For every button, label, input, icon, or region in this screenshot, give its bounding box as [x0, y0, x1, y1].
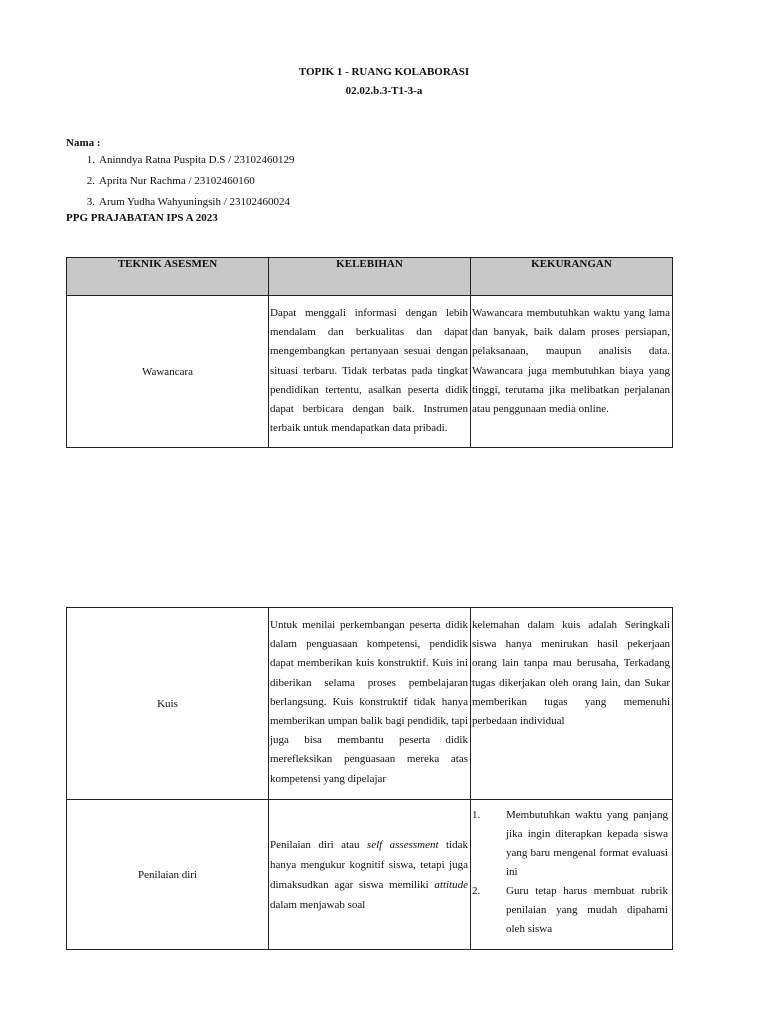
list-text: Membutuhkan waktu yang panjang jika ingin diterapkan kepada siswa yang baru mengenal format evaluasi ini: [506, 809, 668, 878]
nama-label: Nama :: [66, 137, 101, 149]
kelebihan-text: Untuk menilai perkembangan peserta didik dalam penguasaan kompetensi, pendidik dapat memberikan kuis konstruktif. Kuis ini diberikan selama proses pembelajaran berlangsung. Kuis konstruktif tidak hanya memberikan umpan balik bagi pendidik, tapi juga bisa membantu peserta didik merefleksikan penguasaan mereka atas kompetensi yang dipelajar: [270, 619, 468, 785]
header-teknik: TEKNIK ASESMEN: [67, 258, 269, 296]
kekurangan-cell: [471, 608, 673, 800]
table-row-kuis: [67, 608, 673, 800]
kelebihan-term: attitude: [434, 878, 468, 891]
member-number: 1.: [86, 154, 95, 166]
member-number: 3.: [86, 196, 95, 208]
kekurangan-cell: [471, 800, 673, 950]
member-item: [66, 153, 295, 174]
assessment-table: [66, 257, 673, 448]
document-code: 02.02.b.3-T1-3-a: [345, 85, 423, 97]
kelebihan-text: dalam menjawab soal: [270, 898, 366, 911]
assessment-table-continued: [66, 607, 673, 950]
kekurangan-list: [472, 806, 670, 939]
list-text: Guru tetap harus membuat rubrik penilaian yang mudah dipahami oleh siswa: [506, 885, 668, 935]
kelebihan-term: self assessment: [366, 838, 439, 851]
kelebihan-cell: [269, 800, 471, 950]
kekurangan-text: Wawancara membutuhkan waktu yang lama dan banyak, baik dalam proses persiapan, pelaksanaan, maupun analisis data. Wawancara juga membutuhkan biaya yang tinggi, terutama jika melibatkan perjalanan atau penggunaan media online.: [472, 307, 670, 416]
document-title: TOPIK 1 - RUANG KOLABORASI: [298, 66, 470, 78]
teknik-cell: Penilaian diri: [67, 800, 269, 950]
kelebihan-cell: [269, 296, 471, 448]
kekurangan-text: kelemahan dalam kuis adalah Seringkali siswa hanya menirukan hasil pekerjaan orang lain tanpa mau berusaha, Terkadang tugas dikerjakan oleh orang lain, dan Sukar memberikan tugas yang memenuhi perbedaan individual: [472, 619, 670, 728]
member-name: Arum Yudha Wahyuningsih / 23102460024: [99, 196, 290, 208]
teknik-cell: Kuis: [67, 608, 269, 800]
class-label: PPG PRAJABATAN IPS A 2023: [66, 212, 218, 224]
table-row-penilaian-diri: [67, 800, 673, 950]
list-item: [472, 806, 670, 882]
table-row-wawancara: [67, 296, 673, 448]
header-kekurangan: KEKURANGAN: [471, 258, 673, 296]
list-number: 1.: [472, 809, 481, 821]
member-item: [66, 174, 295, 195]
kelebihan-text: Dapat menggali informasi dengan lebih mendalam dan berkualitas dan dapat mengembangkan pertanyaan sesuai dengan situasi terbaru. Tidak terbatas pada tingkat pendidikan tertentu, asalkan peserta didik dapat berbicara dengan baik. Instrumen terbaik untuk mendapatkan data pribadi.: [270, 307, 468, 435]
teknik-cell: Wawancara: [67, 296, 269, 448]
member-name: Aninndya Ratna Puspita D.S / 23102460129: [99, 154, 295, 166]
member-list: [66, 153, 295, 216]
kelebihan-text: Penilaian diri atau: [270, 838, 367, 851]
member-number: 2.: [86, 175, 95, 187]
kekurangan-cell: [471, 296, 673, 448]
kelebihan-cell: [269, 608, 471, 800]
member-name: Aprita Nur Rachma / 23102460160: [99, 175, 255, 187]
table-header-row: [67, 258, 673, 296]
list-number: 2.: [472, 885, 481, 897]
kelebihan-text: tidak hanya mengukur kognitif siswa, tetapi juga dimaksudkan agar siswa memiliki: [270, 838, 469, 891]
header-kelebihan: KELEBIHAN: [269, 258, 471, 296]
list-item: [472, 882, 670, 939]
